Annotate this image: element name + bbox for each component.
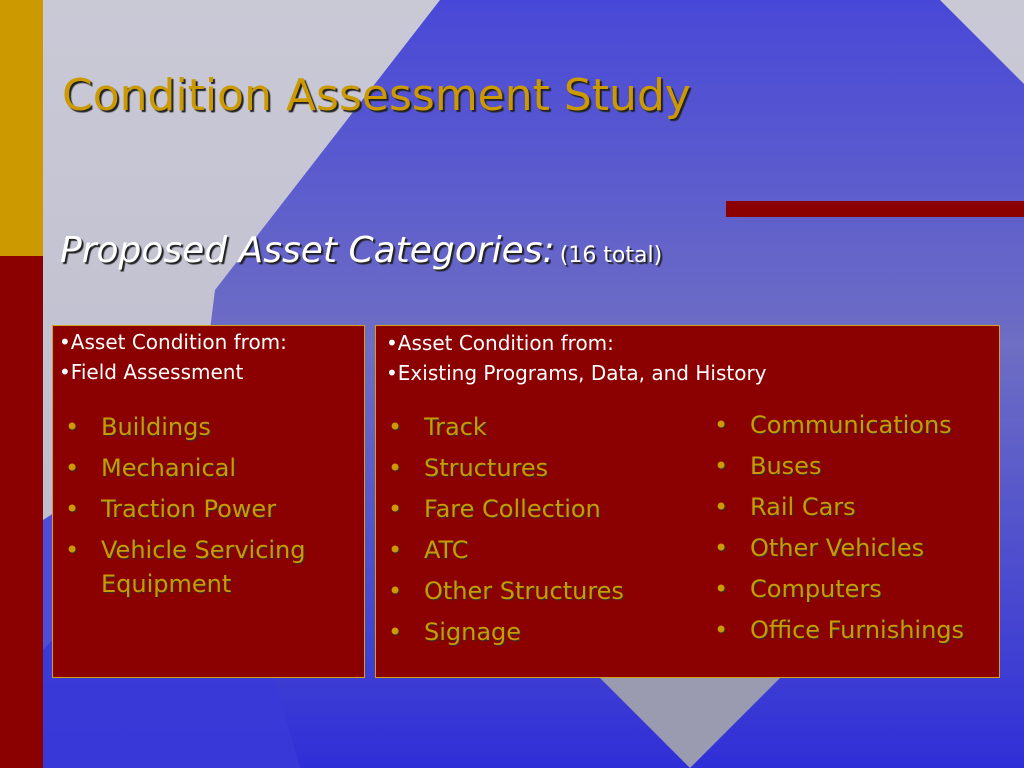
list-item: • Other Vehicles bbox=[702, 531, 992, 565]
slide-subtitle bbox=[60, 230, 662, 271]
list-item: • Communications bbox=[702, 408, 992, 442]
existing-programs-box bbox=[375, 325, 1000, 678]
header-line-1: •Asset Condition from: bbox=[59, 330, 287, 354]
list-item: • Fare Collection bbox=[376, 492, 676, 526]
list-item: • Rail Cars bbox=[702, 490, 992, 524]
list-item: • Other Structures bbox=[376, 574, 676, 608]
left-accent-bar-red bbox=[0, 256, 43, 768]
header-line-1: •Asset Condition from: bbox=[386, 331, 614, 355]
list-item: • Office Furnishings bbox=[702, 613, 992, 647]
field-assessment-box bbox=[52, 325, 365, 678]
box-header bbox=[59, 327, 287, 387]
subtitle-main: Proposed Asset Categories: bbox=[60, 230, 555, 271]
slide-title: Condition Assessment Study bbox=[62, 70, 691, 121]
left-accent-bar-gold bbox=[0, 0, 43, 256]
existing-programs-list-2 bbox=[702, 408, 992, 654]
list-item: • Structures bbox=[376, 451, 676, 485]
list-item: • Track bbox=[376, 410, 676, 444]
existing-programs-list-1 bbox=[376, 410, 676, 656]
subtitle-note: (16 total) bbox=[559, 243, 663, 268]
header-line-2: •Field Assessment bbox=[59, 360, 244, 384]
list-item: • ATC bbox=[376, 533, 676, 567]
list-item: • Signage bbox=[376, 615, 676, 649]
list-item: • Computers bbox=[702, 572, 992, 606]
header-line-2: •Existing Programs, Data, and History bbox=[386, 361, 767, 385]
list-item: • Mechanical bbox=[53, 451, 353, 485]
accent-line bbox=[726, 201, 1024, 217]
list-item: • Traction Power bbox=[53, 492, 353, 526]
list-item: • Buses bbox=[702, 449, 992, 483]
box-header bbox=[386, 328, 767, 388]
list-item: • Buildings bbox=[53, 410, 353, 444]
list-item: • Vehicle Servicing Equipment bbox=[53, 533, 353, 601]
field-assessment-list bbox=[53, 410, 353, 608]
